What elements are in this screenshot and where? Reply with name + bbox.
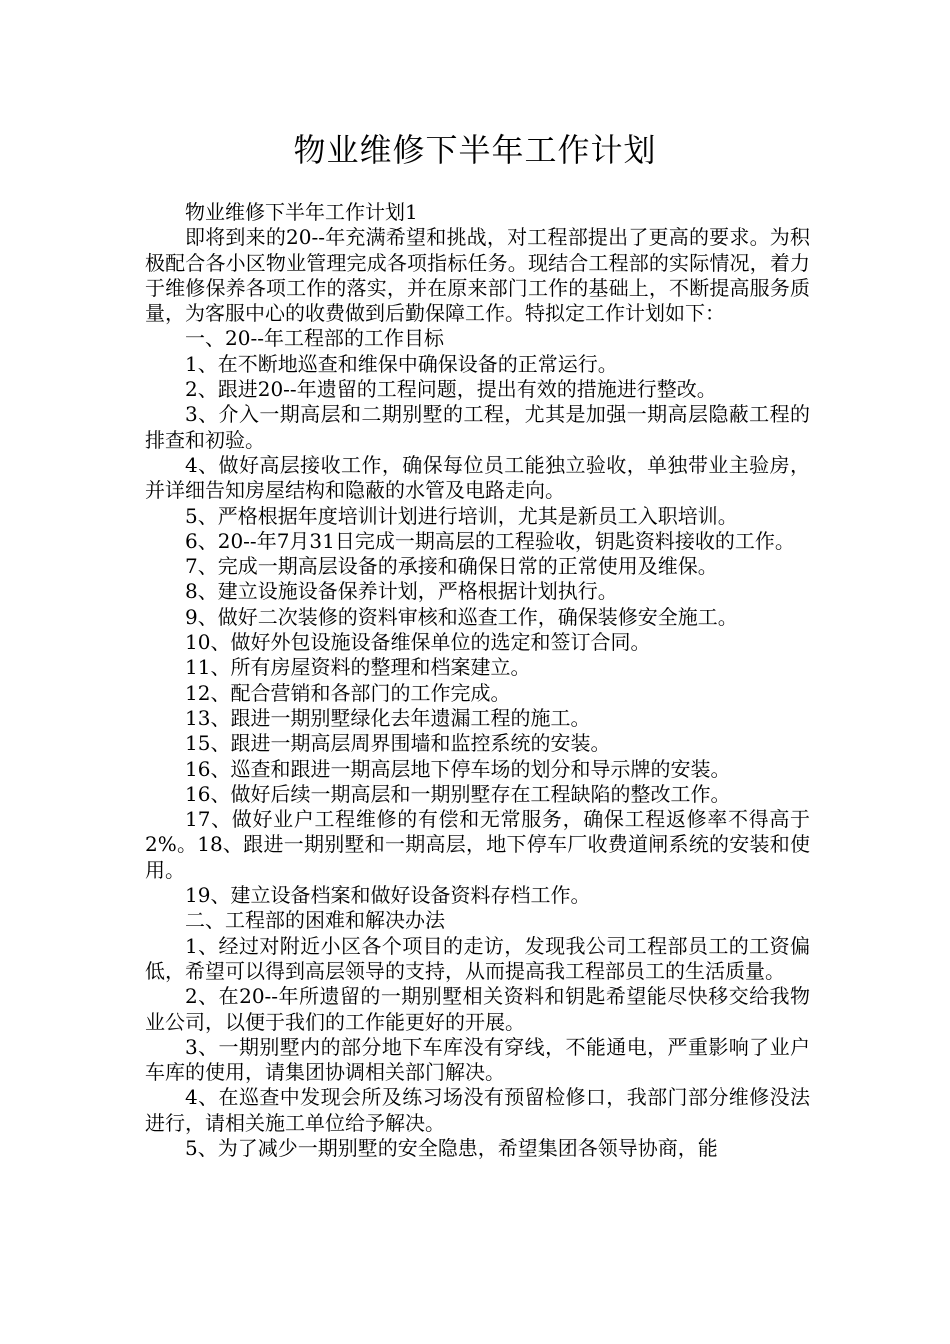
list-item: 6、20--年7月31日完成一期高层的工程验收，钥匙资料接收的工作。 (185, 528, 795, 553)
list-item: 2、跟进20--年遗留的工程问题，提出有效的措施进行整改。 (185, 377, 717, 402)
paragraph: 即将到来的20--年充满希望和挑战，对工程部提出了更高的要求。为积极配合各小区物业管理完成各项指标任务。现结合工程部的实际情况，着力于维修保养各项工作的落实，并在原来部门工作的基础上，不断提高服务质量，为客服中心的收费做到后勤保障工作。特拟定工作计划如下： (145, 225, 810, 326)
list-item: 1、经过对附近小区各个项目的走访，发现我公司工程部员工的工资偏低，希望可以得到高层领导的支持，从而提高我工程部员工的生活质量。 (145, 933, 810, 983)
list-item: 15、跟进一期高层周界围墙和监控系统的安装。 (185, 731, 611, 756)
section-heading: 一、20--年工程部的工作目标 (185, 326, 444, 351)
list-item: 3、介入一期高层和二期别墅的工程，尤其是加强一期高层隐蔽工程的排查和初验。 (145, 402, 810, 452)
list-item: 4、做好高层接收工作，确保每位员工能独立验收，单独带业主验房，并详细告知房屋结构和隐蔽的水管及电路走向。 (145, 452, 810, 503)
list-item: 12、配合营销和各部门的工作完成。 (185, 680, 511, 705)
list-item: 9、做好二次装修的资料审核和巡查工作，确保装修安全施工。 (185, 604, 738, 629)
list-item: 17、做好业户工程维修的有偿和无常服务，确保工程返修率不得高于2%。18、跟进一期别墅和一期高层，地下停车厂收费道闸系统的安装和使用。 (145, 807, 810, 882)
list-item: 16、巡查和跟进一期高层地下停车场的划分和导示牌的安装。 (185, 756, 731, 781)
list-item: 19、建立设备档案和做好设备资料存档工作。 (185, 883, 591, 908)
list-item: 1、在不断地巡查和维保中确保设备的正常运行。 (185, 351, 618, 376)
document-title: 物业维修下半年工作计划 (293, 131, 657, 169)
list-item: 5、严格根据年度培训计划进行培训，尤其是新员工入职培训。 (185, 503, 738, 528)
list-item: 11、所有房屋资料的整理和档案建立。 (185, 655, 531, 680)
list-item: 5、为了减少一期别墅的安全隐患，希望集团各领导协商，能 (185, 1135, 718, 1160)
section-heading: 二、工程部的困难和解决办法 (185, 908, 445, 933)
document-body (145, 200, 810, 1161)
list-item: 3、一期别墅内的部分地下车库没有穿线，不能通电，严重影响了业户车库的使用，请集团协调相关部门解决。 (145, 1034, 810, 1085)
list-item: 10、做好外包设施设备维保单位的选定和签订合同。 (185, 630, 651, 655)
list-item: 4、在巡查中发现会所及练习场没有预留检修口，我部门部分维修没法进行，请相关施工单位给予解决。 (145, 1085, 810, 1135)
list-item: 2、在20--年所遗留的一期别墅相关资料和钥匙希望能尽快移交给我物业公司，以便于我们的工作能更好的开展。 (145, 984, 810, 1034)
list-item: 8、建立设施设备保养计划，严格根据计划执行。 (185, 579, 618, 604)
list-item: 16、做好后续一期高层和一期别墅存在工程缺陷的整改工作。 (185, 781, 731, 806)
paragraph: 物业维修下半年工作计划1 (185, 200, 418, 224)
list-item: 7、完成一期高层设备的承接和确保日常的正常使用及维保。 (185, 554, 718, 579)
list-item: 13、跟进一期别墅绿化去年遗漏工程的施工。 (185, 705, 591, 730)
